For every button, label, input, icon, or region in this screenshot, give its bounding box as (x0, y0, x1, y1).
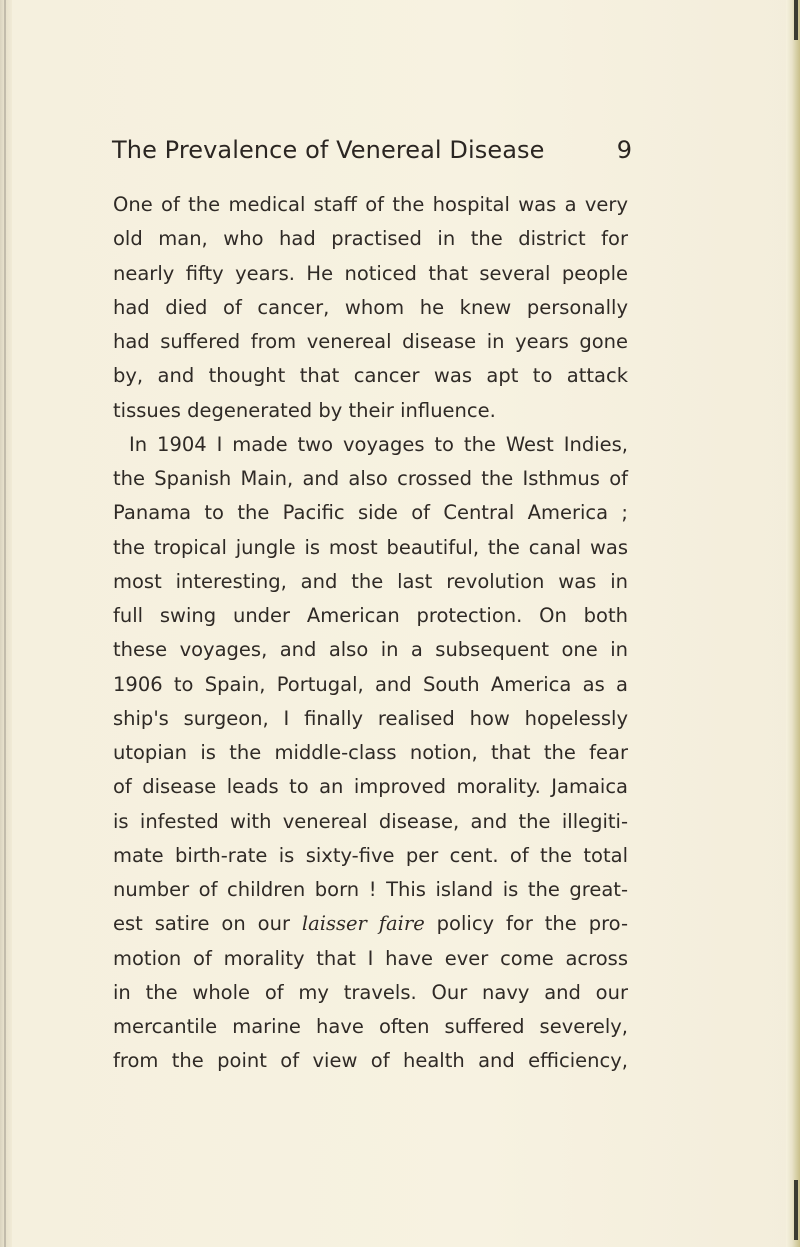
text-line-with-italic (113, 907, 628, 941)
page-gutter-edge (0, 0, 12, 1247)
text-line: old man, who had practised in the district for (113, 227, 628, 251)
italic-phrase: laisser faire (301, 912, 425, 936)
text-line: of disease leads to an improved morality. Jamaica (113, 775, 628, 799)
page-right-edge (786, 0, 800, 1247)
page-header (112, 136, 632, 176)
text-line: had suffered from venereal disease in years gone (113, 330, 628, 353)
text-line: from the point of view of health and efficiency, (113, 1049, 628, 1073)
text-line: by, and thought that cancer was apt to attack (113, 364, 628, 388)
text-line: utopian is the middle-class notion, that the fear (113, 741, 628, 764)
text-line: number of children born ! This island is the great- (113, 878, 628, 901)
running-title: The Prevalence of Venereal Disease (112, 136, 545, 164)
edge-mark (794, 0, 798, 40)
text-line: is infested with venereal disease, and the illegiti- (113, 809, 628, 833)
text-line: ship's surgeon, I finally realised how hopelessly (113, 706, 628, 730)
text-line: motion of morality that I have ever come across (113, 946, 628, 970)
text-line: these voyages, and also in a subsequent one in (113, 638, 628, 662)
body-text (113, 188, 628, 1079)
text-line: full swing under American protection. On both (113, 604, 628, 627)
text-line: most interesting, and the last revolution was in (113, 569, 628, 593)
text-line: One of the medical staff of the hospital was a very (113, 193, 628, 216)
text-line: in the whole of my travels. Our navy and our (113, 980, 628, 1004)
text-line: the tropical jungle is most beautiful, the canal was (113, 535, 628, 559)
text-segment: policy for the pro- (424, 912, 628, 936)
text-segment: est satire on our (113, 912, 302, 936)
text-line: nearly fifty years. He noticed that several people (113, 261, 628, 285)
text-line: mate birth-rate is sixty-five per cent. of the total (113, 843, 628, 867)
text-line: the Spanish Main, and also crossed the Isthmus of (113, 467, 628, 490)
edge-mark (794, 1180, 798, 1240)
paragraph-start-line: In 1904 I made two voyages to the West Indies, (129, 432, 628, 456)
text-line: Panama to the Pacific side of Central America ; (113, 501, 628, 525)
text-line: 1906 to Spain, Portugal, and South America as a (113, 672, 628, 696)
text-line: mercantile marine have often suffered severely, (113, 1015, 628, 1038)
text-line: had died of cancer, whom he knew personally (113, 295, 628, 319)
text-line: tissues degenerated by their influence. (113, 398, 496, 422)
page-number: 9 (616, 136, 632, 164)
